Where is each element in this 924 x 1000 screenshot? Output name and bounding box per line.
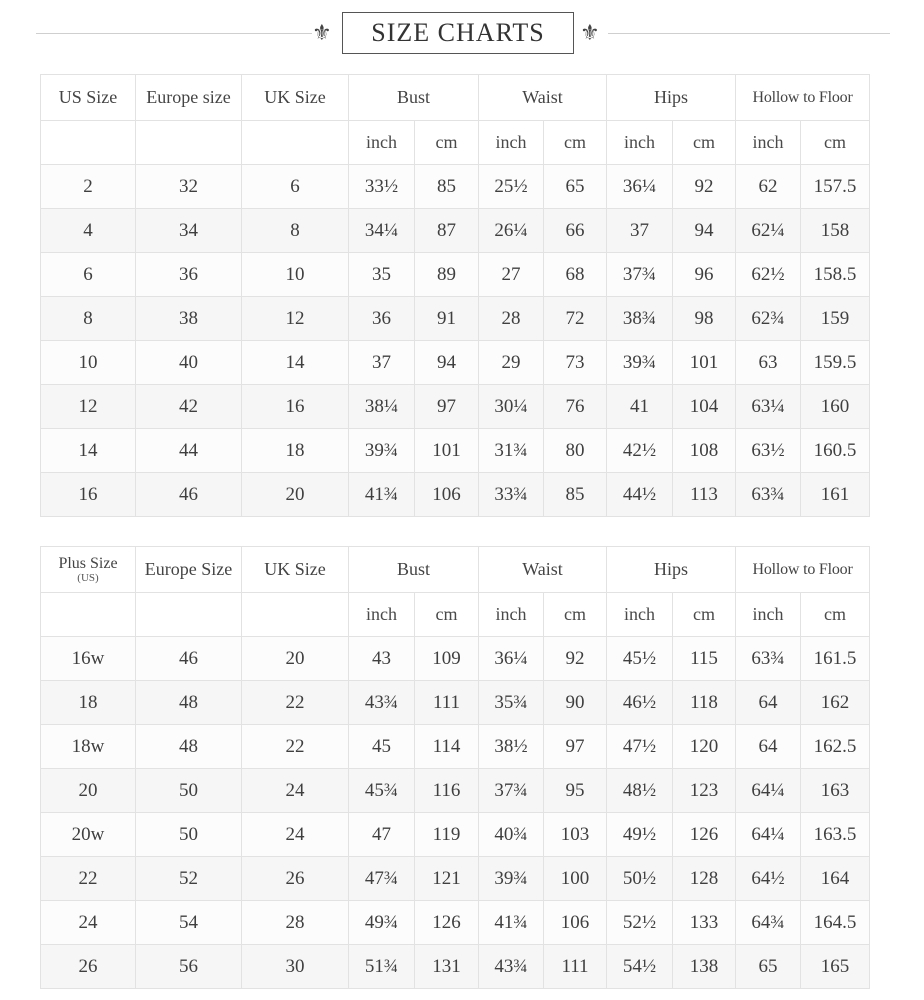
table-cell: 46½ xyxy=(607,681,673,725)
fleur-ornament-right-icon: ⚜ xyxy=(580,20,600,45)
plus-size-table xyxy=(40,546,870,989)
table-cell: 38 xyxy=(136,297,242,341)
table-cell: 157.5 xyxy=(801,165,870,209)
unit-cell: inch xyxy=(479,593,544,637)
table-cell: 36 xyxy=(136,253,242,297)
header-us-size: US Size xyxy=(41,75,136,121)
table-cell: 106 xyxy=(415,473,479,517)
table-cell: 118 xyxy=(673,681,736,725)
table-cell: 33¾ xyxy=(479,473,544,517)
table-cell: 8 xyxy=(242,209,349,253)
unit-cell: inch xyxy=(736,121,801,165)
table-cell: 100 xyxy=(544,857,607,901)
table-cell: 47¾ xyxy=(349,857,415,901)
table-cell: 92 xyxy=(544,637,607,681)
unit-blank xyxy=(41,593,136,637)
table-cell: 43¾ xyxy=(349,681,415,725)
unit-cell: cm xyxy=(673,593,736,637)
table-cell: 161 xyxy=(801,473,870,517)
table-cell: 48 xyxy=(136,725,242,769)
table-cell: 16 xyxy=(41,473,136,517)
table-cell: 43¾ xyxy=(479,945,544,989)
table-row xyxy=(41,429,870,473)
table-cell: 29 xyxy=(479,341,544,385)
table-cell: 39¾ xyxy=(479,857,544,901)
unit-cell: inch xyxy=(349,121,415,165)
table-cell: 18w xyxy=(41,725,136,769)
table-cell: 64¾ xyxy=(736,901,801,945)
table-cell: 44½ xyxy=(607,473,673,517)
table-header-row xyxy=(41,75,870,121)
header-hollow-to-floor: Hollow to Floor xyxy=(736,75,870,121)
unit-cell: cm xyxy=(801,593,870,637)
table-cell: 163 xyxy=(801,769,870,813)
unit-cell: inch xyxy=(607,121,673,165)
title-row xyxy=(0,10,924,56)
table-cell: 80 xyxy=(544,429,607,473)
table-row xyxy=(41,385,870,429)
unit-cell: inch xyxy=(479,121,544,165)
table-cell: 10 xyxy=(41,341,136,385)
table-cell: 138 xyxy=(673,945,736,989)
table-cell: 28 xyxy=(479,297,544,341)
table-row xyxy=(41,945,870,989)
table-cell: 30¼ xyxy=(479,385,544,429)
table-cell: 22 xyxy=(242,725,349,769)
table-cell: 45 xyxy=(349,725,415,769)
table-cell: 40¾ xyxy=(479,813,544,857)
table-cell: 97 xyxy=(415,385,479,429)
table-cell: 25½ xyxy=(479,165,544,209)
table-cell: 37 xyxy=(349,341,415,385)
table-cell: 30 xyxy=(242,945,349,989)
table-cell: 162.5 xyxy=(801,725,870,769)
table-cell: 64 xyxy=(736,681,801,725)
table-row xyxy=(41,637,870,681)
unit-blank xyxy=(136,121,242,165)
table-cell: 50½ xyxy=(607,857,673,901)
header-uk-size: UK Size xyxy=(242,547,349,593)
table-cell: 87 xyxy=(415,209,479,253)
table-cell: 158 xyxy=(801,209,870,253)
table-cell: 97 xyxy=(544,725,607,769)
header-hollow-to-floor: Hollow to Floor xyxy=(736,547,870,593)
table-cell: 160.5 xyxy=(801,429,870,473)
table-cell: 126 xyxy=(673,813,736,857)
table-cell: 161.5 xyxy=(801,637,870,681)
unit-cell: cm xyxy=(544,593,607,637)
table-row xyxy=(41,681,870,725)
table-cell: 49¾ xyxy=(349,901,415,945)
table-cell: 63½ xyxy=(736,429,801,473)
table-cell: 96 xyxy=(673,253,736,297)
table-cell: 91 xyxy=(415,297,479,341)
header-hips: Hips xyxy=(607,547,736,593)
table-cell: 35 xyxy=(349,253,415,297)
table-row xyxy=(41,253,870,297)
table-cell: 43 xyxy=(349,637,415,681)
table-cell: 101 xyxy=(415,429,479,473)
table-cell: 34¼ xyxy=(349,209,415,253)
header-plus-size-label: Plus Size xyxy=(58,555,118,572)
table-cell: 108 xyxy=(673,429,736,473)
unit-cell: inch xyxy=(349,593,415,637)
table-cell: 123 xyxy=(673,769,736,813)
table-cell: 20 xyxy=(242,473,349,517)
table-cell: 98 xyxy=(673,297,736,341)
table-cell: 47½ xyxy=(607,725,673,769)
table-cell: 90 xyxy=(544,681,607,725)
table-cell: 120 xyxy=(673,725,736,769)
table-cell: 62½ xyxy=(736,253,801,297)
table-row xyxy=(41,813,870,857)
header-plus-size xyxy=(41,547,136,593)
table-cell: 133 xyxy=(673,901,736,945)
table-cell: 6 xyxy=(242,165,349,209)
unit-blank xyxy=(242,121,349,165)
table-cell: 22 xyxy=(242,681,349,725)
unit-blank xyxy=(41,121,136,165)
table-header-row xyxy=(41,547,870,593)
unit-cell: cm xyxy=(544,121,607,165)
table-row xyxy=(41,209,870,253)
table-cell: 68 xyxy=(544,253,607,297)
table-cell: 41 xyxy=(607,385,673,429)
table-cell: 8 xyxy=(41,297,136,341)
table-cell: 159 xyxy=(801,297,870,341)
header-europe-size: Europe size xyxy=(136,75,242,121)
table-cell: 163.5 xyxy=(801,813,870,857)
unit-cell: cm xyxy=(415,121,479,165)
table-cell: 49½ xyxy=(607,813,673,857)
table-cell: 48½ xyxy=(607,769,673,813)
table-cell: 31¾ xyxy=(479,429,544,473)
standard-size-table xyxy=(40,74,870,517)
table-cell: 64¼ xyxy=(736,813,801,857)
table-cell: 50 xyxy=(136,769,242,813)
table-cell: 20 xyxy=(242,637,349,681)
unit-cell: cm xyxy=(415,593,479,637)
table-cell: 35¾ xyxy=(479,681,544,725)
title-rule-right xyxy=(608,33,890,34)
table-cell: 27 xyxy=(479,253,544,297)
table-cell: 38¼ xyxy=(349,385,415,429)
plus-size-rows xyxy=(41,637,870,989)
table-cell: 37¾ xyxy=(479,769,544,813)
table-cell: 92 xyxy=(673,165,736,209)
table-row xyxy=(41,297,870,341)
table-cell: 165 xyxy=(801,945,870,989)
table-cell: 160 xyxy=(801,385,870,429)
unit-cell: inch xyxy=(607,593,673,637)
table-cell: 54 xyxy=(136,901,242,945)
table-row xyxy=(41,901,870,945)
table-cell: 40 xyxy=(136,341,242,385)
fleur-ornament-left-icon: ⚜ xyxy=(312,20,332,45)
table-cell: 28 xyxy=(242,901,349,945)
table-cell: 76 xyxy=(544,385,607,429)
header-plus-size-sub: (US) xyxy=(77,572,99,584)
table-cell: 115 xyxy=(673,637,736,681)
table-row xyxy=(41,769,870,813)
table-cell: 38½ xyxy=(479,725,544,769)
standard-size-rows xyxy=(41,165,870,517)
table-cell: 94 xyxy=(415,341,479,385)
table-cell: 2 xyxy=(41,165,136,209)
table-cell: 36 xyxy=(349,297,415,341)
table-cell: 22 xyxy=(41,857,136,901)
table-cell: 24 xyxy=(242,813,349,857)
table-cell: 39¾ xyxy=(607,341,673,385)
table-cell: 18 xyxy=(242,429,349,473)
table-cell: 14 xyxy=(41,429,136,473)
table-cell: 63¾ xyxy=(736,637,801,681)
table-cell: 114 xyxy=(415,725,479,769)
table-cell: 104 xyxy=(673,385,736,429)
table-cell: 101 xyxy=(673,341,736,385)
table-cell: 33½ xyxy=(349,165,415,209)
table-cell: 126 xyxy=(415,901,479,945)
table-cell: 41¾ xyxy=(479,901,544,945)
table-cell: 64 xyxy=(736,725,801,769)
table-cell: 64¼ xyxy=(736,769,801,813)
table-row xyxy=(41,857,870,901)
table-cell: 103 xyxy=(544,813,607,857)
table-cell: 63¾ xyxy=(736,473,801,517)
table-cell: 12 xyxy=(41,385,136,429)
table-cell: 16 xyxy=(242,385,349,429)
table-row xyxy=(41,725,870,769)
table-cell: 37¾ xyxy=(607,253,673,297)
table-cell: 119 xyxy=(415,813,479,857)
table-cell: 56 xyxy=(136,945,242,989)
table-cell: 24 xyxy=(41,901,136,945)
table-cell: 85 xyxy=(544,473,607,517)
table-cell: 62¾ xyxy=(736,297,801,341)
header-hips: Hips xyxy=(607,75,736,121)
header-bust: Bust xyxy=(349,547,479,593)
table-cell: 64½ xyxy=(736,857,801,901)
table-cell: 111 xyxy=(415,681,479,725)
table-cell: 48 xyxy=(136,681,242,725)
table-cell: 72 xyxy=(544,297,607,341)
table-cell: 44 xyxy=(136,429,242,473)
table-cell: 47 xyxy=(349,813,415,857)
table-cell: 109 xyxy=(415,637,479,681)
table-cell: 95 xyxy=(544,769,607,813)
table-cell: 128 xyxy=(673,857,736,901)
table-cell: 85 xyxy=(415,165,479,209)
table-cell: 65 xyxy=(544,165,607,209)
table-cell: 52 xyxy=(136,857,242,901)
table-cell: 6 xyxy=(41,253,136,297)
table-cell: 10 xyxy=(242,253,349,297)
unit-cell: cm xyxy=(673,121,736,165)
table-cell: 54½ xyxy=(607,945,673,989)
table-row xyxy=(41,341,870,385)
unit-cell: cm xyxy=(801,121,870,165)
table-cell: 62 xyxy=(736,165,801,209)
table-cell: 131 xyxy=(415,945,479,989)
table-cell: 106 xyxy=(544,901,607,945)
table-cell: 26 xyxy=(41,945,136,989)
unit-header-row xyxy=(41,121,870,165)
table-cell: 14 xyxy=(242,341,349,385)
table-cell: 51¾ xyxy=(349,945,415,989)
table-cell: 164 xyxy=(801,857,870,901)
table-cell: 39¾ xyxy=(349,429,415,473)
unit-blank xyxy=(242,593,349,637)
table-cell: 50 xyxy=(136,813,242,857)
header-waist: Waist xyxy=(479,547,607,593)
table-cell: 121 xyxy=(415,857,479,901)
unit-header-row xyxy=(41,593,870,637)
table-cell: 16w xyxy=(41,637,136,681)
table-cell: 89 xyxy=(415,253,479,297)
table-cell: 111 xyxy=(544,945,607,989)
unit-blank xyxy=(136,593,242,637)
table-cell: 42½ xyxy=(607,429,673,473)
table-cell: 34 xyxy=(136,209,242,253)
table-cell: 20w xyxy=(41,813,136,857)
header-waist: Waist xyxy=(479,75,607,121)
table-cell: 63¼ xyxy=(736,385,801,429)
table-cell: 73 xyxy=(544,341,607,385)
title-rule-left xyxy=(36,33,312,34)
table-cell: 38¾ xyxy=(607,297,673,341)
table-cell: 94 xyxy=(673,209,736,253)
table-cell: 65 xyxy=(736,945,801,989)
table-cell: 24 xyxy=(242,769,349,813)
header-uk-size: UK Size xyxy=(242,75,349,121)
table-cell: 42 xyxy=(136,385,242,429)
table-cell: 46 xyxy=(136,637,242,681)
table-cell: 4 xyxy=(41,209,136,253)
table-cell: 20 xyxy=(41,769,136,813)
table-cell: 41¾ xyxy=(349,473,415,517)
table-cell: 26 xyxy=(242,857,349,901)
table-cell: 113 xyxy=(673,473,736,517)
table-cell: 162 xyxy=(801,681,870,725)
table-cell: 116 xyxy=(415,769,479,813)
table-row xyxy=(41,165,870,209)
table-cell: 32 xyxy=(136,165,242,209)
table-cell: 158.5 xyxy=(801,253,870,297)
table-cell: 12 xyxy=(242,297,349,341)
table-row xyxy=(41,473,870,517)
table-cell: 66 xyxy=(544,209,607,253)
table-cell: 63 xyxy=(736,341,801,385)
table-cell: 52½ xyxy=(607,901,673,945)
header-bust: Bust xyxy=(349,75,479,121)
table-cell: 18 xyxy=(41,681,136,725)
table-cell: 62¼ xyxy=(736,209,801,253)
unit-cell: inch xyxy=(736,593,801,637)
table-cell: 36¼ xyxy=(607,165,673,209)
table-cell: 164.5 xyxy=(801,901,870,945)
table-cell: 45½ xyxy=(607,637,673,681)
table-cell: 159.5 xyxy=(801,341,870,385)
table-cell: 37 xyxy=(607,209,673,253)
table-cell: 45¾ xyxy=(349,769,415,813)
table-cell: 36¼ xyxy=(479,637,544,681)
page-title: SIZE CHARTS xyxy=(342,12,574,54)
table-cell: 46 xyxy=(136,473,242,517)
header-europe-size: Europe Size xyxy=(136,547,242,593)
table-cell: 26¼ xyxy=(479,209,544,253)
